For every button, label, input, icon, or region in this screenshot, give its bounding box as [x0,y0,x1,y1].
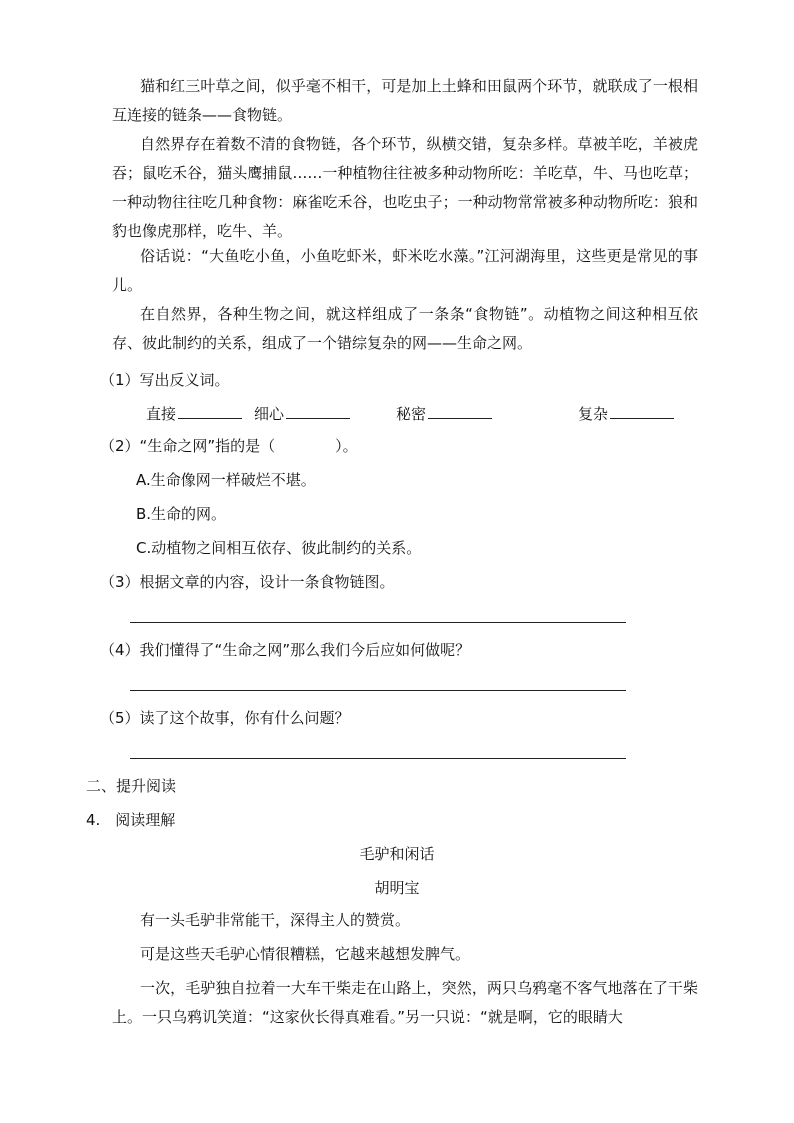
antonym-blank-1[interactable] [146,400,242,429]
section-heading: 二、提升阅读 [86,777,177,795]
question-1: （1）写出反义词。 [100,371,230,389]
story-author: 胡明宝 [374,879,420,897]
option-a: A.生命像网一样破烂不堪。 [136,471,316,489]
answer-underline[interactable] [286,400,350,419]
story-paragraph-2: 可是这些天毛驴心情很糟糕，它越来越想发脾气。 [140,945,471,963]
story-title: 毛驴和闲话 [359,845,435,863]
answer-line-q4[interactable] [130,690,626,691]
answer-line-q5[interactable] [130,758,626,759]
antonym-blank-3[interactable] [396,400,492,429]
passage-paragraph-1: 猫和红三叶草之间，似乎毫不相干，可是加上土蜂和田鼠两个环节，就联成了一根相互连接的链条——食物链。 [112,77,698,124]
antonym-word: 复杂 [578,405,609,423]
antonym-word: 秘密 [396,405,427,423]
section-item: 4. 阅读理解 [86,811,176,829]
question-3: （3）根据文章的内容，设计一条食物链图。 [100,573,395,591]
answer-underline[interactable] [178,400,242,419]
antonym-word: 细心 [254,405,285,423]
option-b: B.生命的网。 [136,505,227,523]
answer-underline[interactable] [428,400,492,419]
story-paragraph-1: 有一头毛驴非常能干，深得主人的赞赏。 [140,911,411,929]
question-5: （5）读了这个故事，你有什么问题？ [100,709,350,727]
question-4: （4）我们懂得了“生命之网”那么我们今后应如何做呢？ [100,641,471,659]
antonym-blank-2[interactable] [254,400,350,429]
question-2: （2）“生命之网”指的是（ ）。 [100,437,358,455]
passage-paragraph-2: 自然界存在着数不清的食物链，各个环节，纵横交错，复杂多样。草被羊吃，羊被虎吞；鼠吃禾谷，猫头鹰捕鼠……一种植物往往被多种动物所吃：羊吃草，牛、马也吃草；一种动物往往吃几种食物：麻雀吃禾谷，也吃虫子；一种动物常常被多种动物所吃：狼和豹也像虎那样，吃牛、羊。 [112,135,698,240]
option-c: C.动植物之间相互依存、彼此制约的关系。 [136,539,422,557]
passage-paragraph-3: 俗话说：“大鱼吃小鱼，小鱼吃虾米，虾米吃水藻。”江河湖海里，这些更是常见的事儿。 [112,247,698,294]
antonym-blank-4[interactable] [578,400,674,429]
answer-line-q3[interactable] [130,622,626,623]
passage-paragraph-4: 在自然界，各种生物之间，就这样组成了一条条“食物链”。动植物之间这种相互依存、彼此制约的关系，组成了一个错综复杂的网——生命之网。 [112,305,698,352]
answer-underline[interactable] [610,400,674,419]
antonym-word: 直接 [146,405,177,423]
story-paragraph-3: 一次，毛驴独自拉着一大车干柴走在山路上，突然，两只乌鸦毫不客气地落在了干柴上。一只乌鸦讥笑道：“这家伙长得真难看。”另一只说：“就是啊，它的眼睛大 [112,979,698,1026]
